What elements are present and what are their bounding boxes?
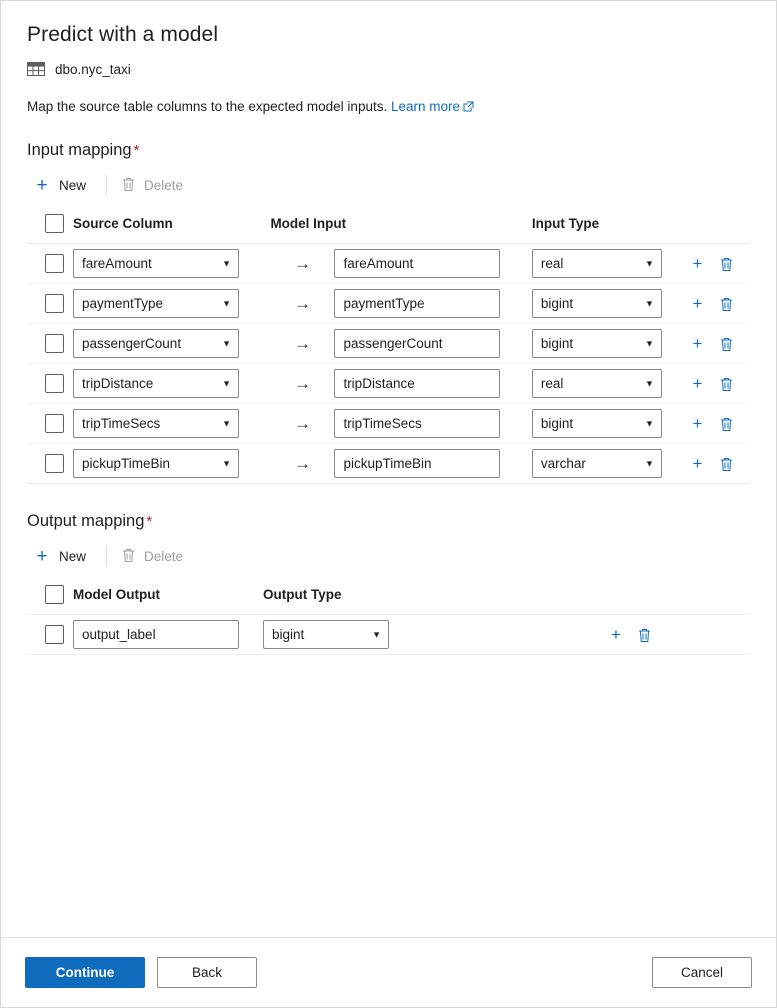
add-row-button[interactable]: + bbox=[686, 292, 708, 315]
source-column-select[interactable] bbox=[73, 409, 239, 438]
table-icon bbox=[27, 61, 45, 77]
add-row-button[interactable]: + bbox=[605, 623, 627, 646]
source-column-select[interactable] bbox=[73, 369, 239, 398]
input-type-select[interactable] bbox=[532, 249, 662, 278]
cancel-button[interactable]: Cancel bbox=[652, 957, 752, 988]
chevron-down-icon: ▼ bbox=[222, 378, 231, 388]
trash-icon bbox=[121, 176, 136, 195]
trash-icon bbox=[121, 547, 136, 566]
mapping-arrow-icon: → bbox=[270, 364, 334, 404]
input-mapping-command-bar bbox=[27, 166, 750, 204]
output-delete-button[interactable] bbox=[115, 543, 195, 570]
section-spacer bbox=[27, 484, 750, 512]
source-table-row bbox=[27, 61, 750, 77]
source-table-name: dbo.nyc_taxi bbox=[55, 61, 131, 77]
select-all-header bbox=[27, 577, 73, 615]
delete-row-button[interactable] bbox=[713, 333, 740, 355]
model-input-field[interactable] bbox=[334, 449, 500, 478]
command-separator bbox=[106, 175, 107, 195]
delete-row-button[interactable] bbox=[713, 413, 740, 435]
source-column-select[interactable] bbox=[73, 289, 239, 318]
chevron-down-icon: ▼ bbox=[222, 258, 231, 268]
input-new-button[interactable] bbox=[27, 172, 98, 199]
output-mapping-header-row bbox=[27, 577, 750, 615]
table-row bbox=[27, 444, 750, 484]
output-mapping-heading bbox=[27, 512, 750, 531]
table-row bbox=[27, 244, 750, 284]
table-row bbox=[27, 404, 750, 444]
mapping-arrow-icon: → bbox=[270, 324, 334, 364]
output-new-button[interactable] bbox=[27, 543, 98, 570]
row-checkbox[interactable] bbox=[45, 625, 64, 644]
header-output-type: Output Type bbox=[263, 577, 750, 615]
input-type-select[interactable] bbox=[532, 409, 662, 438]
dialog-description bbox=[27, 99, 750, 115]
select-all-checkbox[interactable] bbox=[45, 214, 64, 233]
header-model-output: Model Output bbox=[73, 577, 263, 615]
output-type-select[interactable] bbox=[263, 620, 389, 649]
delete-row-button[interactable] bbox=[713, 253, 740, 275]
chevron-down-icon: ▼ bbox=[644, 338, 654, 348]
output-delete-label: Delete bbox=[144, 548, 184, 564]
select-all-checkbox[interactable] bbox=[45, 585, 64, 604]
chevron-down-icon: ▼ bbox=[372, 629, 381, 639]
chevron-down-icon: ▼ bbox=[644, 258, 654, 268]
dialog-footer bbox=[1, 937, 776, 1007]
header-input-type: Input Type bbox=[532, 206, 750, 244]
chevron-down-icon: ▼ bbox=[222, 298, 231, 308]
external-link-icon bbox=[463, 100, 474, 115]
model-input-field[interactable] bbox=[334, 289, 500, 318]
output-mapping-label: Output mapping bbox=[27, 512, 145, 530]
select-all-header bbox=[27, 206, 73, 244]
description-text: Map the source table columns to the expected model inputs. bbox=[27, 99, 388, 114]
add-row-button[interactable]: + bbox=[686, 412, 708, 435]
chevron-down-icon: ▼ bbox=[644, 298, 654, 308]
plus-icon: + bbox=[36, 545, 48, 567]
source-column-select[interactable] bbox=[73, 329, 239, 358]
header-source-column: Source Column bbox=[73, 206, 270, 244]
row-checkbox[interactable] bbox=[45, 374, 64, 393]
input-type-select[interactable] bbox=[532, 289, 662, 318]
row-checkbox[interactable] bbox=[45, 414, 64, 433]
table-row bbox=[27, 324, 750, 364]
source-column-select[interactable] bbox=[73, 249, 239, 278]
model-input-field[interactable] bbox=[334, 329, 500, 358]
delete-row-button[interactable] bbox=[631, 624, 658, 646]
input-mapping-heading bbox=[27, 141, 750, 160]
table-row bbox=[27, 615, 750, 655]
delete-row-button[interactable] bbox=[713, 293, 740, 315]
input-type-select[interactable] bbox=[532, 329, 662, 358]
row-checkbox[interactable] bbox=[45, 454, 64, 473]
plus-icon: + bbox=[36, 174, 48, 196]
input-delete-button[interactable] bbox=[115, 172, 195, 199]
chevron-down-icon: ▼ bbox=[644, 458, 654, 468]
add-row-button[interactable]: + bbox=[686, 252, 708, 275]
input-type-select[interactable] bbox=[532, 449, 662, 478]
required-asterisk: * bbox=[146, 513, 153, 530]
add-row-button[interactable]: + bbox=[686, 332, 708, 355]
input-mapping-table bbox=[27, 206, 750, 484]
table-row bbox=[27, 364, 750, 404]
add-row-button[interactable]: + bbox=[686, 452, 708, 475]
output-mapping-rows bbox=[27, 615, 750, 655]
output-mapping-table bbox=[27, 577, 750, 655]
output-new-label: New bbox=[59, 548, 87, 564]
row-checkbox[interactable] bbox=[45, 294, 64, 313]
mapping-arrow-icon: → bbox=[270, 244, 334, 284]
model-input-field[interactable] bbox=[334, 369, 500, 398]
chevron-down-icon: ▼ bbox=[644, 378, 654, 388]
model-input-field[interactable] bbox=[334, 249, 500, 278]
delete-row-button[interactable] bbox=[713, 453, 740, 475]
model-input-field[interactable] bbox=[334, 409, 500, 438]
chevron-down-icon: ▼ bbox=[222, 338, 231, 348]
page-title: Predict with a model bbox=[27, 23, 219, 46]
required-asterisk: * bbox=[133, 142, 140, 159]
input-new-label: New bbox=[59, 177, 87, 193]
mapping-arrow-icon: → bbox=[270, 284, 334, 324]
predict-with-model-dialog bbox=[1, 1, 776, 1007]
mapping-arrow-icon: → bbox=[270, 404, 334, 444]
header-model-input: Model Input bbox=[270, 206, 531, 244]
chevron-down-icon: ▼ bbox=[222, 418, 231, 428]
delete-row-button[interactable] bbox=[713, 373, 740, 395]
mapping-arrow-icon: → bbox=[270, 444, 334, 484]
output-mapping-command-bar bbox=[27, 537, 750, 575]
row-checkbox[interactable] bbox=[45, 254, 64, 273]
learn-more-link[interactable]: Learn more bbox=[391, 99, 474, 114]
input-mapping-rows bbox=[27, 244, 750, 484]
back-button[interactable]: Back bbox=[157, 957, 257, 988]
chevron-down-icon: ▼ bbox=[644, 418, 654, 428]
input-mapping-label: Input mapping bbox=[27, 141, 132, 159]
input-mapping-header-row bbox=[27, 206, 750, 244]
input-type-select[interactable] bbox=[532, 369, 662, 398]
dialog-content bbox=[1, 1, 776, 937]
input-delete-label: Delete bbox=[144, 177, 184, 193]
model-output-field[interactable] bbox=[73, 620, 239, 649]
chevron-down-icon: ▼ bbox=[222, 458, 231, 468]
add-row-button[interactable]: + bbox=[686, 372, 708, 395]
table-row bbox=[27, 284, 750, 324]
command-separator bbox=[106, 546, 107, 566]
source-column-select[interactable] bbox=[73, 449, 239, 478]
continue-button[interactable]: Continue bbox=[25, 957, 145, 988]
row-checkbox[interactable] bbox=[45, 334, 64, 353]
